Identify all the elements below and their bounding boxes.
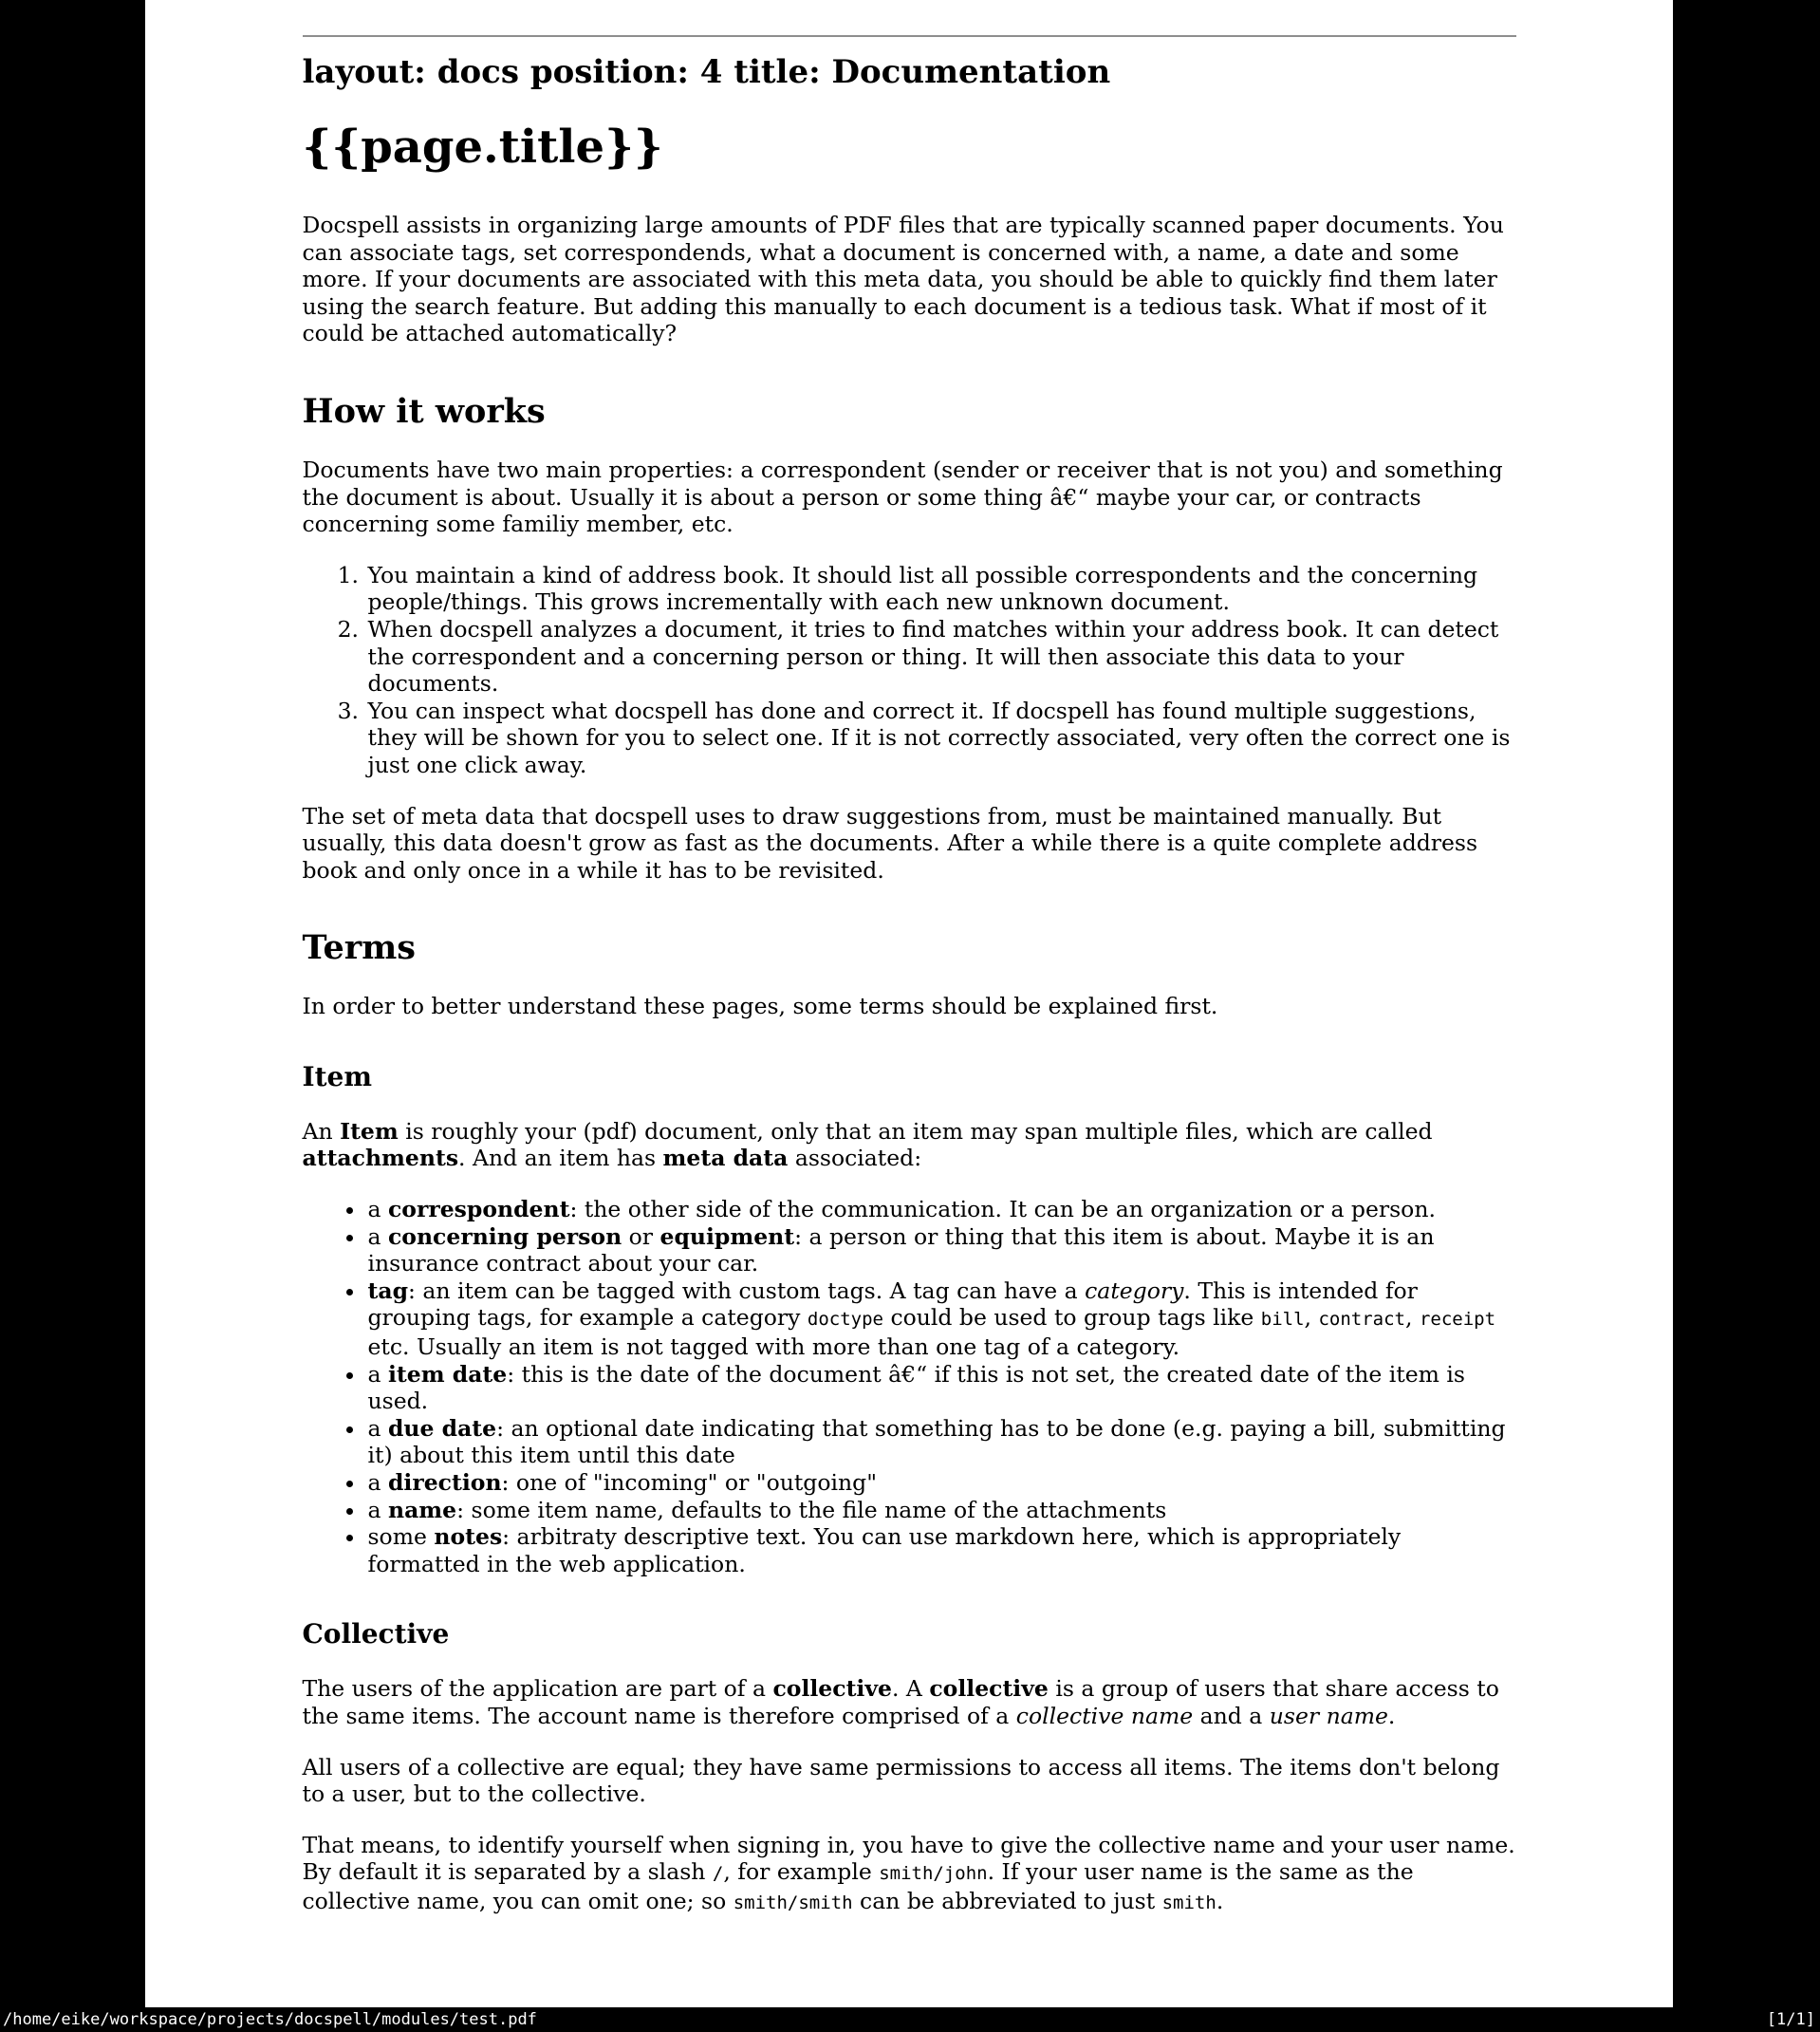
text-segment: collective <box>929 1675 1049 1703</box>
text-segment: etc. Usually an item is not tagged with more than one tag of a category. <box>367 1333 1180 1361</box>
text-segment: correspondent <box>387 1196 570 1223</box>
text-segment: concerning person <box>387 1222 622 1250</box>
text-segment: The users of the application are part of a <box>302 1675 773 1703</box>
text-segment: a <box>367 1496 388 1523</box>
text-segment: and a <box>1193 1702 1270 1729</box>
text-segment: Terms <box>302 928 416 968</box>
text-segment: , <box>1304 1304 1319 1332</box>
text-segment: : this is the date of the document â€“ if this is not set, the created date of the item is used. <box>367 1360 1465 1415</box>
page-indicator: [1/1] <box>1766 2010 1815 2029</box>
text-segment: category <box>1085 1277 1184 1304</box>
terms-heading <box>303 927 1516 969</box>
inline-code: contract <box>1318 1309 1405 1331</box>
text-segment: some <box>367 1523 435 1551</box>
text-segment: : an item can be tagged with custom tags. A tag can have a <box>408 1277 1086 1304</box>
page-title-heading <box>303 121 1516 174</box>
inline-code: smith <box>1161 1892 1216 1913</box>
collective-heading <box>303 1617 1516 1651</box>
inline-code: / <box>712 1863 724 1885</box>
text-segment: a <box>367 1360 388 1388</box>
list-item <box>366 1523 1516 1577</box>
text-segment: is roughly your (pdf) document, only that an item may span multiple files, which are called <box>398 1117 1433 1145</box>
list-item <box>366 616 1516 698</box>
text-segment: could be used to group tags like <box>882 1304 1261 1332</box>
text-segment: , <box>1405 1304 1420 1332</box>
text-segment: or <box>622 1222 660 1250</box>
text-segment: : a person or thing that this item is about. Maybe it is an insurance contract about your car. <box>367 1222 1435 1277</box>
text-segment: a <box>367 1469 388 1496</box>
frontmatter-title <box>303 52 1516 92</box>
text-segment: : an optional date indicating that something has to be done (e.g. paying a bill, submitting it) about this item until this date <box>367 1414 1506 1469</box>
text-segment: . <box>1387 1702 1396 1729</box>
text-segment: meta data <box>662 1145 789 1172</box>
collective-paragraph-2 <box>303 1754 1516 1808</box>
text-segment: Item <box>302 1060 372 1092</box>
inline-code: smith/smith <box>733 1892 853 1913</box>
text-segment: equipment <box>659 1222 795 1250</box>
text-segment: Docspell assists in organizing large amounts of PDF files that are typically scanned paper documents. You can associate tags, set correspondends, what a document is concerned with, a name, a date and some more. If your documents are associated with this meta data, you should be able to quickly find them later using the search feature. But adding this manually to each document is a tedious task. What if most of it could be attached automatically? <box>302 212 1504 347</box>
list-item <box>366 1223 1516 1277</box>
file-path: /home/eike/workspace/projects/docspell/modules/test.pdf <box>3 2010 537 2029</box>
list-item <box>366 1497 1516 1524</box>
document-content <box>303 35 1516 1917</box>
status-bar <box>0 2007 1820 2032</box>
text-segment: Collective <box>302 1618 450 1650</box>
list-item <box>366 1196 1516 1223</box>
intro-paragraph <box>303 212 1516 347</box>
text-segment: tag <box>367 1277 409 1304</box>
text-segment: You can inspect what docspell has done and correct it. If docspell has found multiple suggestions, they will be shown for you to select one. If it is not correctly associated, very often the correct one is just one click away. <box>367 697 1511 778</box>
text-segment: : some item name, defaults to the file name of the attachments <box>456 1496 1167 1523</box>
list-item <box>366 1277 1516 1361</box>
text-segment: a <box>367 1196 388 1223</box>
text-segment: When docspell analyzes a document, it tries to find matches within your address book. It can detect the correspondent and a concerning person or thing. It will then associate this data to your documents. <box>367 615 1499 698</box>
inline-code: doctype <box>807 1309 883 1331</box>
text-segment: notes <box>434 1523 503 1551</box>
terms-intro-paragraph <box>303 993 1516 1020</box>
text-segment: direction <box>387 1469 502 1496</box>
item-meta-data-list <box>303 1196 1516 1577</box>
inline-code: receipt <box>1419 1309 1496 1331</box>
text-segment: , for example <box>723 1858 880 1886</box>
item-paragraph <box>303 1118 1516 1172</box>
list-item <box>366 1415 1516 1469</box>
item-heading <box>303 1060 1516 1094</box>
text-segment: How it works <box>302 391 546 431</box>
inline-code: bill <box>1260 1309 1305 1331</box>
text-segment: user name <box>1269 1702 1388 1729</box>
text-segment: item date <box>387 1360 508 1388</box>
how-it-works-paragraph <box>303 457 1516 538</box>
text-segment: attachments <box>302 1145 459 1172</box>
text-segment: collective name <box>1015 1702 1194 1729</box>
text-segment: due date <box>387 1414 497 1442</box>
list-item <box>366 562 1516 616</box>
text-segment: is a group of users that share access to the same items. The account name is therefore comprised of a <box>302 1675 1499 1729</box>
text-segment: . And an item has <box>458 1145 663 1172</box>
text-segment: associated: <box>788 1145 922 1172</box>
text-segment: You maintain a kind of address book. It should list all possible correspondents and the concerning people/things. This grows incrementally with each new unknown document. <box>367 561 1478 616</box>
meta-data-paragraph <box>303 803 1516 885</box>
how-it-works-heading <box>303 391 1516 433</box>
text-segment: All users of a collective are equal; they have same permissions to access all items. The items don't belong to a user, but to the collective. <box>302 1753 1500 1808</box>
text-segment: {{page.title}} <box>302 121 663 174</box>
list-item <box>366 1361 1516 1415</box>
text-segment: : arbitraty descriptive text. You can use markdown here, which is appropriately formatted in the web application. <box>367 1523 1402 1577</box>
text-segment: Item <box>340 1117 399 1145</box>
text-segment: collective <box>772 1675 892 1703</box>
text-segment: An <box>302 1117 341 1145</box>
text-segment: a <box>367 1414 388 1442</box>
text-segment: . This is intended for grouping tags, for example a category <box>367 1277 1418 1332</box>
list-item <box>366 1469 1516 1497</box>
top-horizontal-rule <box>303 35 1516 37</box>
text-segment: : one of "incoming" or "outgoing" <box>501 1469 878 1496</box>
inline-code: smith/john <box>879 1863 988 1885</box>
text-segment: : the other side of the communication. It can be an organization or a person. <box>569 1196 1436 1223</box>
text-segment: . A <box>891 1675 930 1703</box>
document-page[interactable] <box>145 0 1673 2007</box>
text-segment: . If your user name is the same as the collective name, you can omit one; so <box>302 1858 1414 1914</box>
text-segment: can be abbreviated to just <box>852 1887 1162 1914</box>
text-segment: That means, to identify yourself when signing in, you have to give the collective name and your user name. By default it is separated by a slash <box>302 1831 1515 1886</box>
text-segment: . <box>1216 1887 1224 1914</box>
collective-paragraph-1 <box>303 1675 1516 1729</box>
text-segment: Documents have two main properties: a correspondent (sender or receiver that is not you) and something the document is about. Usually it is about a person or some thing â€“ maybe your car, or contracts concerning some familiy member, etc. <box>302 456 1503 538</box>
text-segment: The set of meta data that docspell uses to draw suggestions from, must be maintained manually. But usually, this data doesn't grow as fast as the documents. After a while there is a quite complete address book and only once in a while it has to be revisited. <box>302 802 1478 884</box>
text-segment: name <box>387 1496 457 1523</box>
how-it-works-steps-list <box>303 562 1516 779</box>
text-segment: a <box>367 1222 388 1250</box>
collective-paragraph-3 <box>303 1832 1516 1917</box>
text-segment: layout: docs position: 4 title: Documentation <box>302 53 1111 91</box>
list-item <box>366 698 1516 779</box>
text-segment: In order to better understand these pages, some terms should be explained first. <box>302 993 1218 1020</box>
